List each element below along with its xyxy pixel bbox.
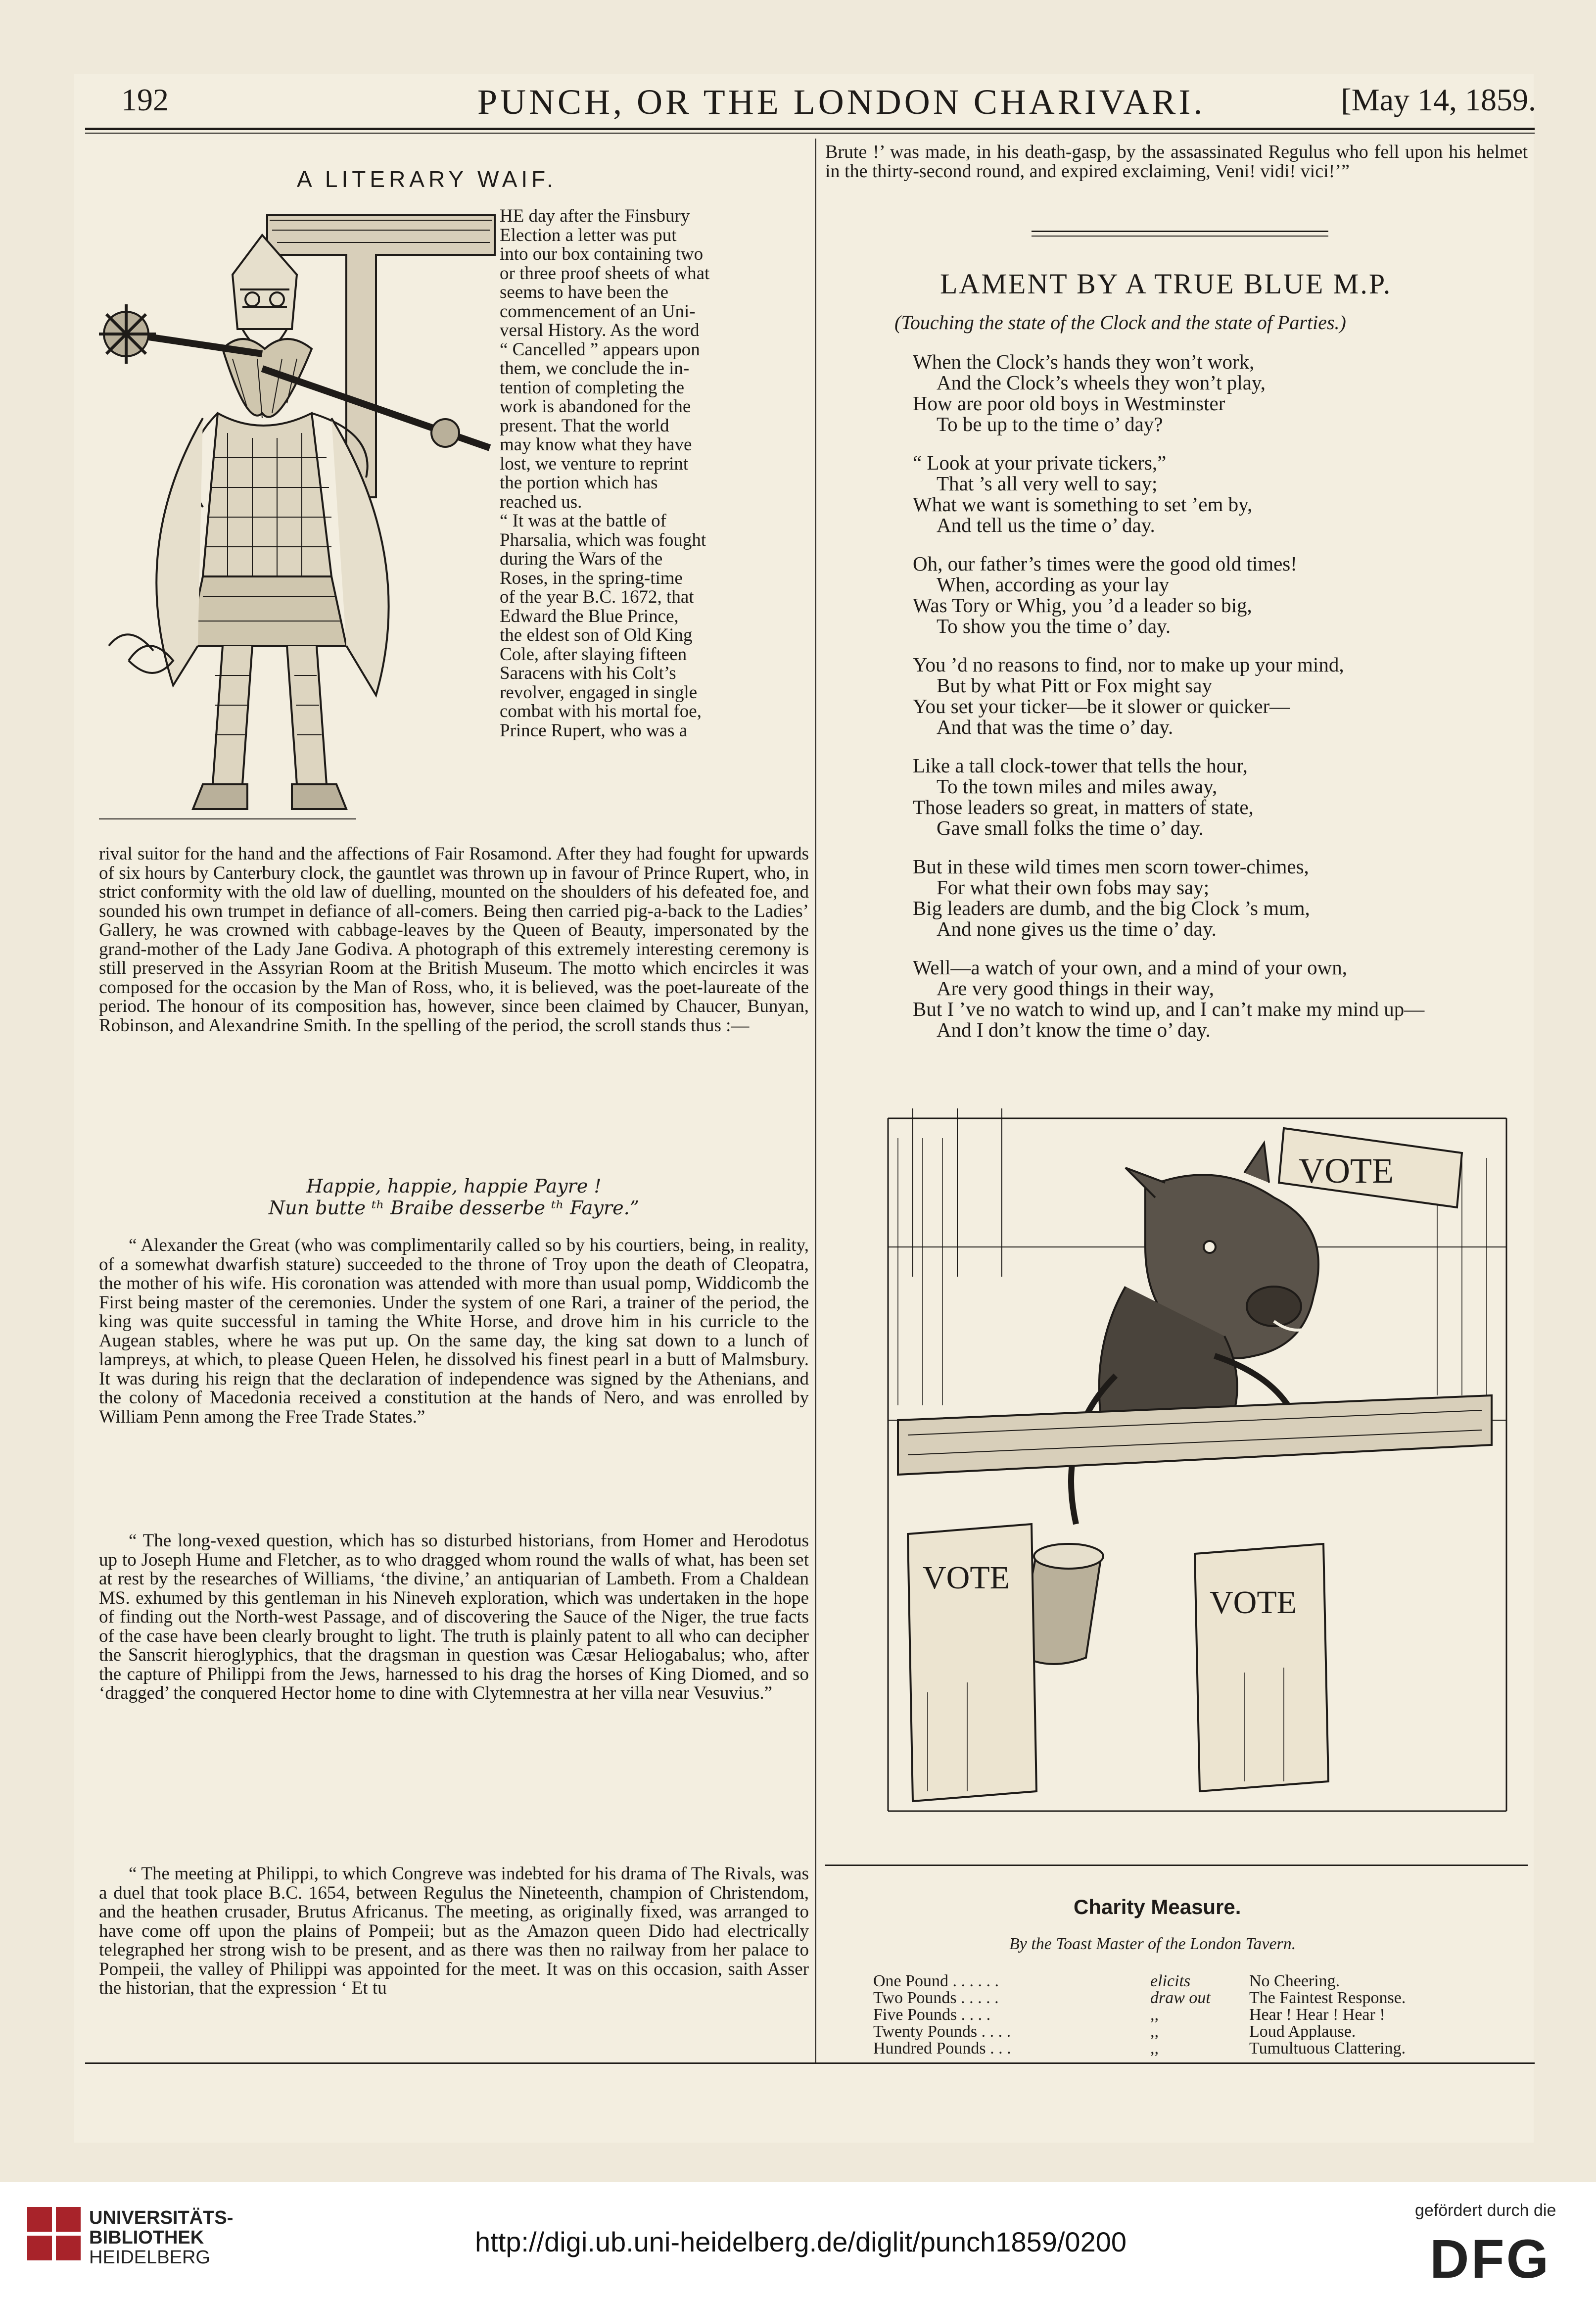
- waif-intro-line: seems to have been the: [500, 282, 669, 302]
- bottom-rule: [85, 2062, 1535, 2064]
- poem-line: When, according as your lay: [937, 573, 1170, 596]
- waif-intro-line: Edward the Blue Prince,: [500, 606, 679, 626]
- waif-paragraph-2-text: “ Alexander the Great (who was complimentarily called so by his courtiers, being, in reality, of a somewhat dwarfish stature) succeeded to the throne of Troy upon the death of Cleopatra, the mother of his wife. His coronation was attended with more than usual pomp, Widdicomb the First being master of the ceremonies. Under the system of one Rari, a trainer of the period, the king was quite successful in taming the White Horse, and drove him in his curricle to the Augean stables, where he was put up. On the same day, the king sat down to a lunch of lampreys, at which, to please Queen Helen, he dissolved his finest pearl in a butt of Malmsbury. It was during his reign that the declaration of independence was signed by the Athenians, and the colony of Macedonia received a constitution at the hands of Nero, and was enrolled by William Penn among the Free Trade States.”: [99, 1235, 809, 1427]
- running-header: [121, 77, 1536, 121]
- waif-intro-line: combat with his mortal foe,: [500, 701, 702, 721]
- poem-line: But by what Pitt or Fox might say: [937, 674, 1212, 697]
- poem-line: Well—a watch of your own, and a mind of your own,: [913, 956, 1347, 979]
- poem-line: To show you the time o’ day.: [937, 615, 1171, 637]
- waif-intro-line: “ Cancelled ” appears upon: [500, 339, 700, 360]
- poem-line: For what their own fobs may say;: [937, 876, 1210, 899]
- page-number: 192: [121, 82, 169, 117]
- charity-rule: [825, 1865, 1528, 1866]
- waif-intro-line: Cole, after slaying fifteen: [500, 644, 687, 665]
- poem-line: Oh, our father’s times were the good old times!: [913, 552, 1297, 575]
- waif-paragraph-1-text: rival suitor for the hand and the affections of Fair Rosamond. After they had fought for upwards of six hours by Canterbury clock, the gauntlet was thrown up in favour of Prince Rupert, who, in strict conformity with the old law of duelling, mounted on the shoulders of his defeated foe, and sounded his own trumpet in defiance of all-comers. Being then carried pig-a-back to the Ladies’ Gallery, he was crowned with cabbage-leaves by the Queen of Beauty, impersonated by the grand-mother of the Lady Jane Godiva. A photograph of this extremely interesting ceremony is still preserved in the Assyrian Room at the British Museum. The motto which encircles it was composed for the occasion by the Man of Ross, who, it is believed, was the poet-laureate of the period. The honour of its composition has, however, since been claimed by Chaucer, Bunyan, Robinson, and Alexandrine Smith. In the spelling of the period, the scroll stands thus :—: [99, 844, 809, 1036]
- charity-result: The Faintest Response.: [1249, 1989, 1406, 2007]
- poem-line: And none gives us the time o’ day.: [937, 917, 1217, 940]
- charity-verb: ,,: [1150, 2039, 1159, 2058]
- poem-line: Like a tall clock-tower that tells the hour,: [913, 754, 1248, 777]
- waif-intro-line: of the year B.C. 1672, that: [500, 587, 694, 607]
- poem-stanza: [913, 755, 1526, 838]
- column-divider: [815, 139, 816, 2063]
- poem-stanza: [913, 351, 1526, 434]
- library-name-line-2: BIBLIOTHEK: [89, 2227, 204, 2248]
- lament-title: LAMENT BY A TRUE BLUE M.P.: [940, 268, 1392, 300]
- poem-line: Gave small folks the time o’ day.: [937, 816, 1204, 839]
- poem-line: But I ’ve no watch to wind up, and I can’t make my mind up—: [913, 998, 1425, 1020]
- section-rule: [1032, 231, 1328, 232]
- header-rule-thin: [85, 133, 1535, 134]
- charity-verb: ,,: [1150, 2022, 1159, 2041]
- waif-intro-line: the portion which has: [500, 473, 658, 493]
- poem-stanza: [913, 957, 1526, 1040]
- poem-stanza: [913, 553, 1526, 636]
- poem-stanza: [913, 654, 1526, 737]
- section-rule-2: [1032, 236, 1328, 237]
- poem-line: Those leaders so great, in matters of state,: [913, 796, 1254, 818]
- poem-line: Big leaders are dumb, and the big Clock ’s mum,: [913, 897, 1310, 919]
- permalink-url[interactable]: http://digi.ub.uni-heidelberg.de/diglit/punch1859/0200: [475, 2226, 1127, 2257]
- digitization-footer: [0, 2182, 1596, 2298]
- waif-intro-line: Prince Rupert, who was a: [500, 720, 688, 741]
- waif-continuation-text: Brute !’ was made, in his death-gasp, by the assassinated Regulus who fell upon his helmet in the thirty-second round, and expired exclaiming, Veni! vidi! vici!’”: [825, 142, 1528, 182]
- charity-subtitle: By the Toast Master of the London Tavern.: [1009, 1935, 1296, 1953]
- waif-intro-line: Pharsalia, which was fought: [500, 529, 706, 550]
- waif-intro-line: reached us.: [500, 491, 582, 512]
- charity-result: No Cheering.: [1249, 1972, 1340, 1990]
- library-name-line-3: HEIDELBERG: [89, 2247, 210, 2268]
- poem-line: And tell us the time o’ day.: [937, 514, 1155, 536]
- waif-paragraph-4-text: “ The meeting at Philippi, to which Congreve was indebted for his drama of The Rivals, was a duel that took place B.C. 1654, between Regulus the Nineteenth, champion of Christendom, and the heathen crusader, Brutus Africanus. The meeting, as originally fixed, was arranged to have come off upon the plains of Pompeii; but as the Amazon queen Dido had electrically telegraphed her strong wish to be present, and as there was then no railway from her palace to Pompeii, the valley of Philippi was appointed for the meet. It was on this occasion, saith Asser the historian, that the expression ‘ Et tu: [99, 1864, 809, 1998]
- library-name-line-1: UNIVERSITÄTS-: [89, 2207, 234, 2228]
- waif-intro-line: or three proof sheets of what: [500, 263, 710, 284]
- waif-intro-line: HE day after the Finsbury: [500, 206, 690, 226]
- charity-verb: ,,: [1150, 2006, 1159, 2024]
- issue-date: [May 14, 1859.: [1341, 82, 1536, 117]
- library-name: [89, 2208, 233, 2267]
- poem-line: You set your ticker—be it slower or quicker—: [913, 695, 1290, 718]
- waif-intro-line: versal History. As the word: [500, 320, 700, 340]
- charity-amount: Twenty Pounds . . . .: [873, 2022, 1011, 2041]
- lament-subtitle: (Touching the state of the Clock and the state of Parties.): [894, 311, 1346, 334]
- waif-intro-line: tention of completing the: [500, 377, 684, 398]
- waif-intro-line: revolver, engaged in single: [500, 682, 698, 703]
- sign-vote-text: VOTE: [1299, 1151, 1394, 1191]
- charity-amount: One Pound . . . . . .: [873, 1972, 999, 1990]
- poem-line: You ’d no reasons to find, nor to make up your mind,: [913, 653, 1344, 676]
- waif-intro-line: the eldest son of Old King: [500, 625, 693, 645]
- waif-intro-line: work is abandoned for the: [500, 396, 691, 417]
- charity-result: Tumultuous Clattering.: [1249, 2039, 1406, 2058]
- poem-line: To the town miles and miles away,: [937, 775, 1218, 798]
- poem-line: How are poor old boys in Westminster: [913, 392, 1225, 415]
- charity-verb: draw out: [1150, 1989, 1211, 2007]
- waif-intro-beside-image: [500, 207, 809, 740]
- waif-intro-line: into our box containing two: [500, 244, 704, 264]
- waif-paragraph-4: [99, 1865, 809, 1998]
- charity-title: Charity Measure.: [1074, 1895, 1241, 1918]
- ballot-box-1-text: VOTE: [923, 1560, 1010, 1596]
- poem-line: And I don’t know the time o’ day.: [937, 1018, 1211, 1041]
- waif-intro-line: Election a letter was put: [500, 225, 677, 245]
- charity-result: Loud Applause.: [1249, 2022, 1356, 2041]
- poem-stanza: [913, 856, 1526, 939]
- waif-intro-line: them, we conclude the in-: [500, 358, 690, 379]
- charity-amount: Two Pounds . . . . .: [873, 1989, 999, 2007]
- waif-intro-line: commencement of an Uni-: [500, 301, 696, 322]
- motto-line-1: Happie, happie, happie Payre !: [306, 1175, 602, 1197]
- poem-line: What we want is something to set ’em by,: [913, 493, 1253, 516]
- charity-result: Hear ! Hear ! Hear !: [1249, 2006, 1385, 2024]
- poem-line: “ Look at your private tickers,”: [913, 451, 1167, 474]
- knight-illustration: [99, 200, 500, 839]
- funded-by-label: gefördert durch die: [1415, 2201, 1556, 2220]
- waif-intro-line: lost, we venture to reprint: [500, 453, 689, 474]
- waif-intro-line: Roses, in the spring-time: [500, 568, 683, 588]
- header-rule: [85, 128, 1535, 130]
- waif-intro-line: Saracens with his Colt’s: [500, 663, 676, 683]
- motto-line-2: Nun butte ᵗʰ Braibe desserbe ᵗʰ Fayre.”: [268, 1197, 640, 1219]
- poem-line: That ’s all very well to say;: [937, 472, 1158, 495]
- poem-line: But in these wild times men scorn tower-chimes,: [913, 855, 1309, 878]
- poem-stanza: [913, 452, 1526, 535]
- boar-cartoon: [868, 1099, 1526, 1831]
- waif-continuation: [825, 143, 1528, 181]
- waif-intro-line: may know what they have: [500, 434, 692, 455]
- charity-amount: Five Pounds . . . .: [873, 2006, 991, 2024]
- poem-line: When the Clock’s hands they won’t work,: [913, 350, 1255, 373]
- lament-poem: [913, 351, 1526, 1058]
- charity-verb: elicits: [1150, 1972, 1191, 1990]
- publication-title: PUNCH, OR THE LONDON CHARIVARI.: [477, 82, 1206, 122]
- poem-line: And that was the time o’ day.: [937, 716, 1174, 738]
- library-logo-icon: [27, 2207, 82, 2261]
- article-title: A LITERARY WAIF.: [297, 166, 557, 192]
- charity-table: [873, 1972, 1526, 2061]
- waif-paragraph-3: [99, 1532, 809, 1703]
- poem-line: To be up to the time o’ day?: [937, 413, 1163, 435]
- poem-line: Was Tory or Whig, you ’d a leader so big,: [913, 594, 1252, 617]
- poem-line: Are very good things in their way,: [937, 977, 1214, 1000]
- waif-paragraph-3-text: “ The long-vexed question, which has so disturbed historians, from Homer and Herodotus up to Joseph Hume and Fletcher, as to who dragged whom round the walls of what, has been set at rest by the researches of Williams, ‘the divine,’ an antiquarian of Lambeth. From a Chaldean MS. exhumed by this gentleman in his Nineveh exploration, which was undertaken in the hope of finding out the North-west Passage, and of discovering the Sauce of the Niger, the true facts of the case have been clearly brought to light. The truth is plainly patent to all who can decipher the Sanscrit hieroglyphics, that the dragsman in question was Cæsar Heliogabalus; who, after the capture of Philippi from the Jews, harnessed to his drag the horses of King Diomed, and so ‘dragged’ the conquered Hector home to dine with Clytemnestra at her villa near Vesuvius.”: [99, 1531, 809, 1703]
- waif-paragraph-1: [99, 845, 809, 1035]
- charity-amount: Hundred Pounds . . .: [873, 2039, 1011, 2058]
- poem-line: And the Clock’s wheels they won’t play,: [937, 371, 1266, 394]
- waif-intro-line: “ It was at the battle of: [500, 511, 666, 531]
- waif-intro-line: during the Wars of the: [500, 549, 663, 569]
- waif-intro-line: present. That the world: [500, 415, 669, 436]
- scroll-motto: [99, 1175, 809, 1219]
- ballot-box-2-text: VOTE: [1210, 1584, 1297, 1621]
- waif-paragraph-2: [99, 1236, 809, 1427]
- dfg-logo: DFG: [1430, 2229, 1551, 2290]
